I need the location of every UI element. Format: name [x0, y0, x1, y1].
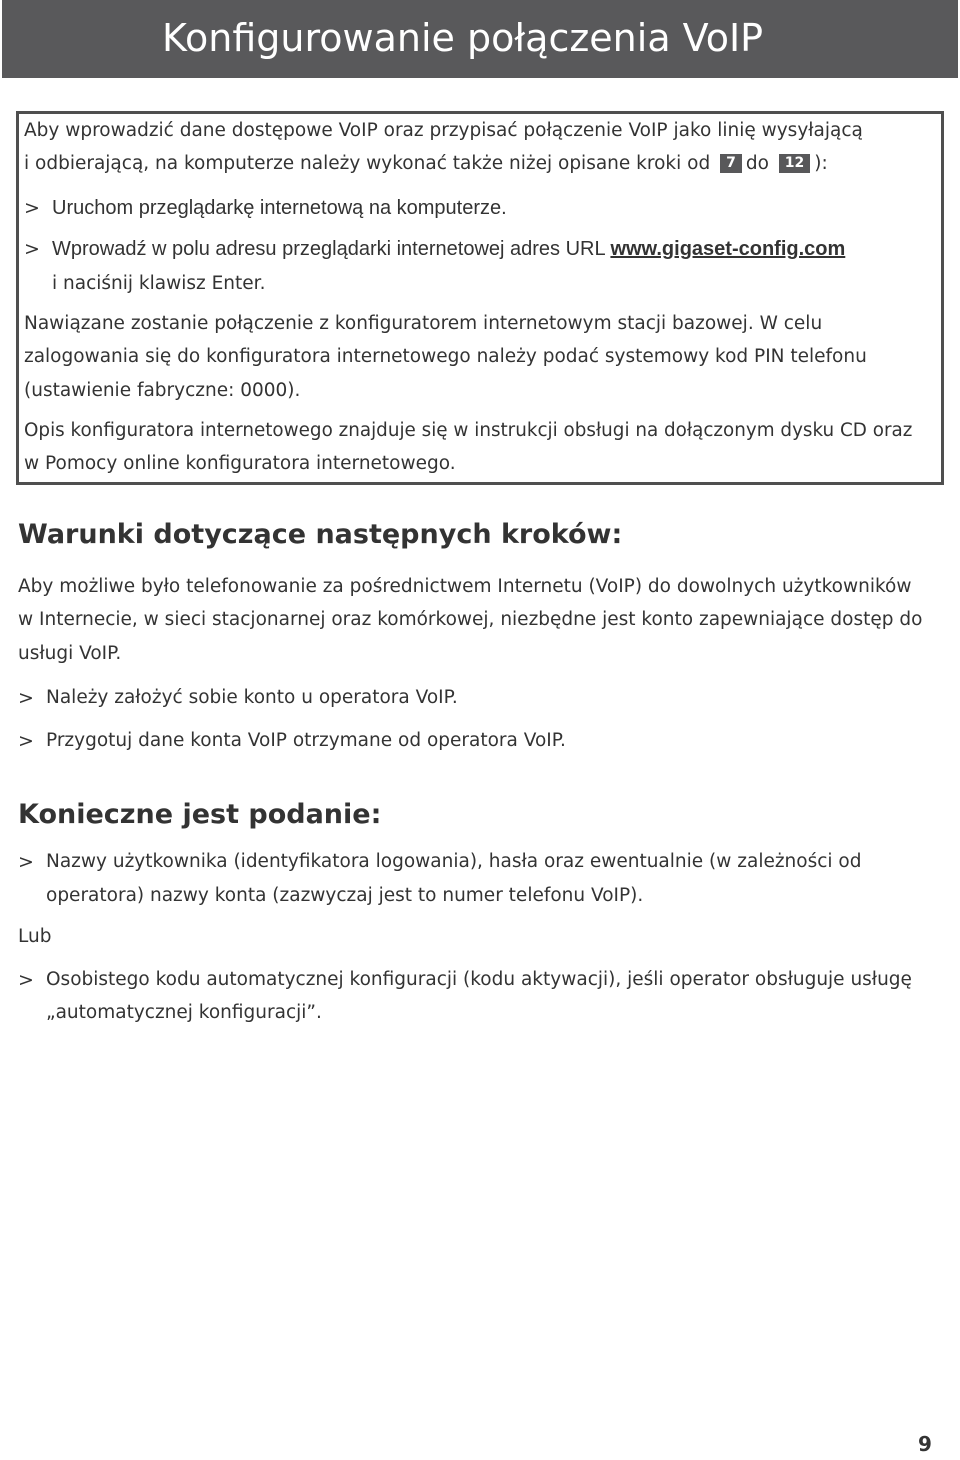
page-header: [2, 0, 958, 78]
conditions-line-3: usługi VoIP.: [18, 643, 122, 664]
intro-line-2-end: ):: [814, 153, 828, 174]
para2-line-2: w Pomocy online konfiguratora internetowego.: [24, 453, 456, 474]
intro-line-2-do: do: [745, 153, 769, 174]
para2-line-1: Opis konfiguratora internetowego znajduje się w instrukcji obsługi na dołączonym dysku CD oraz: [24, 420, 913, 441]
conditions-line-2: w Internecie, w sieci stacjonarnej oraz komórkowej, niezbędne jest konto zapewniające dostęp do: [18, 609, 923, 630]
required-bullet-1-line-2: operatora) nazwy konta (zazwyczaj jest to numer telefonu VoIP).: [46, 885, 644, 906]
required-bullet-1-line-1: Nazwy użytkownika (identyfikatora logowania), hasła oraz ewentualnie (w zależności od: [46, 851, 862, 872]
intro-line-2-text: i odbierającą, na komputerze należy wykonać także niżej opisane kroki od: [24, 153, 711, 174]
para1-line-2: zalogowania się do konfiguratora internetowego należy podać systemowy kod PIN telefonu: [24, 346, 867, 367]
section-heading-conditions: Warunki dotyczące następnych kroków:: [18, 519, 623, 550]
page-number: 9: [918, 1432, 932, 1456]
section-heading-required: Konieczne jest podanie:: [18, 799, 382, 830]
bullet-marker: >: [18, 969, 34, 991]
step-press-enter: i naciśnij klawisz Enter.: [52, 273, 266, 294]
step-badge-from: 7: [720, 154, 742, 173]
step-enter-url-text: Wprowadź w polu adresu przeglądarki internetowej adres URL: [52, 238, 605, 260]
conditions-bullet-1: Należy założyć sobie konto u operatora VoIP.: [46, 687, 458, 708]
step-badge-to: 12: [779, 154, 810, 173]
bullet-marker: >: [24, 238, 40, 260]
conditions-line-1: Aby możliwe było telefonowanie za pośrednictwem Internetu (VoIP) do dowolnych użytkowników: [18, 576, 912, 597]
bullet-marker: >: [24, 197, 40, 219]
bullet-marker: >: [18, 851, 34, 873]
para1-line-1: Nawiązane zostanie połączenie z konfiguratorem internetowym stacji bazowej. W celu: [24, 313, 823, 334]
step-enter-url: [52, 236, 845, 262]
para1-line-3: (ustawienie fabryczne: 0000).: [24, 380, 301, 401]
config-url-link[interactable]: www.gigaset-config.com: [610, 238, 846, 260]
required-bullet-2-line-1: Osobistego kodu automatycznej konfiguracji (kodu aktywacji), jeśli operator obsługuje usługę: [46, 969, 912, 990]
or-label: Lub: [18, 926, 52, 947]
bullet-marker: >: [18, 730, 34, 752]
page-title: Konfigurowanie połączenia VoIP: [162, 16, 764, 60]
intro-line-2: [24, 151, 828, 177]
required-bullet-2-line-2: „automatycznej konfiguracji”.: [46, 1002, 322, 1023]
bullet-marker: >: [18, 687, 34, 709]
intro-line-1: Aby wprowadzić dane dostępowe VoIP oraz przypisać połączenie VoIP jako linię wysyłającą: [24, 120, 863, 141]
step-open-browser: Uruchom przeglądarkę internetową na komputerze.: [52, 197, 507, 219]
conditions-bullet-2: Przygotuj dane konta VoIP otrzymane od operatora VoIP.: [46, 730, 566, 751]
